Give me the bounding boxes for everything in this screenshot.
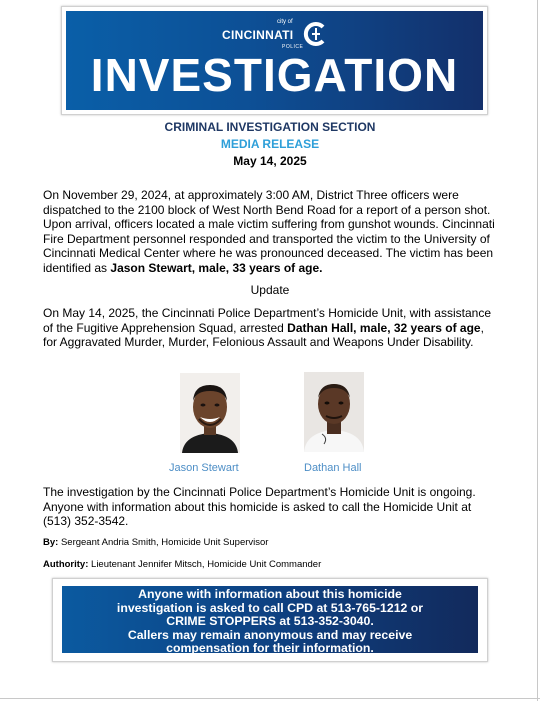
notice-line: investigation is asked to call CPD at 513-765-1212 or [116,600,424,615]
suspect-photo [304,372,364,452]
notice-line: Callers may remain anonymous and may receive [127,627,413,642]
suspect-portrait-image [304,372,364,452]
victim-portrait-image [180,373,240,453]
update-label: Update [250,283,290,297]
victim-photo-caption: Jason Stewart [169,462,239,474]
page-edge-bottom [0,698,540,699]
crime-stoppers-notice [52,578,488,662]
by-line [43,537,268,549]
logo-small-text: city of [277,19,293,25]
notice-line: Anyone with information about this homicide [138,587,402,601]
notice-line: compensation for their information. [166,641,374,656]
notice-text [62,588,478,656]
authority-label: Authority: [43,559,89,570]
notice-line: CRIME STOPPERS at 513-352-3040. [166,614,374,629]
media-release-label: MEDIA RELEASE [220,137,320,151]
victim-identity: Jason Stewart, male, 33 years of age. [110,260,323,275]
notice-background [62,586,478,656]
by-value: Sergeant Andria Smith, Homicide Unit Supervisor [58,537,269,548]
ongoing-investigation-paragraph: The investigation by the Cincinnati Police Department’s Homicide Unit is ongoing. Anyone with information about this homicide is asked to call the Homicide Unit at (513) 352-3542. [43,485,476,529]
victim-photo [180,373,240,453]
page-edge-right [537,0,538,701]
section-title: CRIMINAL INVESTIGATION SECTION [164,120,376,134]
authority-value: Lieutenant Jennifer Mitsch, Homicide Unit Commander [88,559,322,570]
arrest-text-a: On May 14, 2025, the Cincinnati Police Department’s Homicide Unit, with assistance of the Fugitive Apprehension Squad, arrested [43,306,491,335]
banner-title: INVESTIGATION [90,49,459,101]
incident-paragraph [43,188,497,276]
header-banner [61,6,488,115]
banner-background [66,11,483,110]
authority-line [43,559,321,571]
release-date: May 14, 2025 [233,154,307,168]
suspect-photo-caption: Dathan Hall [304,462,362,474]
incident-text: On November 29, 2024, at approximately 3:00 AM, District Three officers were dispatched to the 2100 block of West North Bend Road for a report of a person shot. Upon arrival, officers located a male victim suffering from gunshot wounds. Cincinnati Fire Department personnel responded and transported the victim to the University of Cincinnati Medical Center where he was pronounced deceased. The victim has been identified as [43,188,495,275]
arrest-text-b: , for Aggravated Murder, Murder, Felonious Assault and Weapons Under Disability. [43,320,484,350]
logo-wordmark: CINCINNATI [222,28,294,42]
by-label: By: [43,537,59,548]
city-c-logo-icon [303,21,329,47]
arrest-paragraph [43,306,497,350]
logo-subtext: POLICE [282,44,304,50]
cincinnati-police-logo [222,17,342,51]
suspect-identity: Dathan Hall, male, 32 years of age [287,320,481,335]
